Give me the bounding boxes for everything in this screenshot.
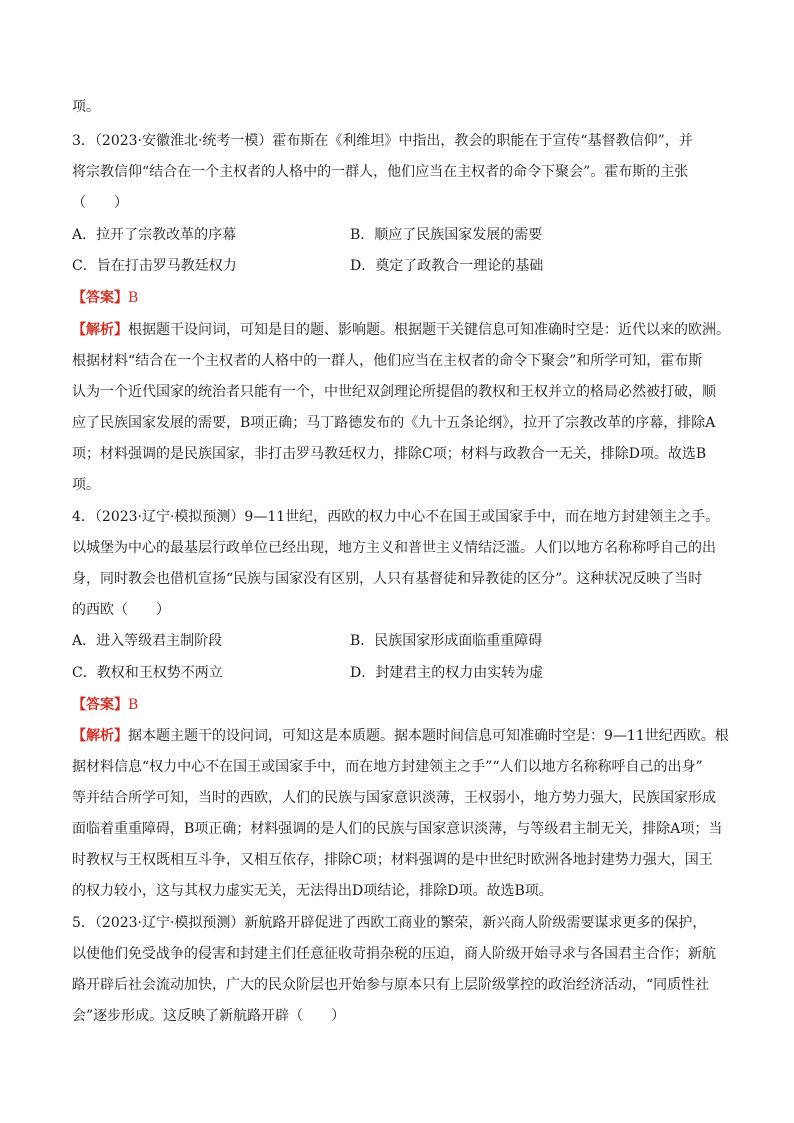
option-a: A．进入等级君主制阶段	[72, 633, 223, 649]
analysis-line: 等并结合所学可知，当时的西欧，人们的民族与国家意识淡薄，王权弱小，地方势力强大，民族国家形成	[72, 790, 716, 806]
analysis-line	[72, 725, 732, 747]
analysis-line: 项；材料强调的是民族国家，非打击罗马教廷权力，排除C项；材料与政教合一无关，排除D项。故选B	[72, 446, 707, 462]
analysis-line: 认为一个近代国家的统治者只能有一个，中世纪双剑理论所提倡的教权和王权并立的格局必然被打破，顺	[72, 384, 716, 400]
prev-question-tail: 项。	[72, 99, 100, 115]
answer-tag: 【答案】	[72, 697, 128, 713]
analysis-line: 根据材料“结合在一个主权者的人格中的一群人，他们应当在主权者的命令下聚会”和所学可知，霍布斯	[72, 353, 703, 369]
option-d: D．奠定了政教合一理论的基础	[350, 258, 544, 274]
answer-value: B	[128, 290, 139, 306]
answer-line	[72, 287, 732, 309]
question-stem-line: 身，同时教会也借机宣扬“民族与国家没有区别，人只有基督徒和异教徒的区分”。这种状况反映了当时	[72, 571, 703, 587]
analysis-tag: 【解析】	[72, 322, 128, 338]
analysis-text: 根据题干设问词，可知是目的题、影响题。根据题干关键信息可知准确时空是：近代以来的欧洲。	[128, 322, 730, 338]
answer-line	[72, 694, 732, 716]
analysis-line: 应了民族国家发展的需要，B项正确；马丁路德发布的《九十五条论纲》，拉开了宗教改革的序幕，排除A	[72, 415, 716, 431]
question-stem-line: 的西欧（ ）	[72, 602, 170, 618]
option-a: A．拉开了宗教改革的序幕	[72, 227, 237, 243]
answer-value: B	[128, 697, 139, 713]
option-b: B．民族国家形成面临重重障碍	[350, 633, 543, 649]
answer-tag: 【答案】	[72, 290, 128, 306]
question-stem-line: 4．（2023·辽宁·模拟预测）9—11世纪，西欧的权力中心不在国王或国家手中，而在地方封建领主之手。	[72, 509, 720, 525]
analysis-line: 据材料信息“权力中心不在国王或国家手中，而在地方封建领主之手”“人们以地方名称称呼自己的出身”	[72, 759, 703, 775]
option-c: C．教权和王权势不两立	[72, 665, 223, 681]
question-stem-line: 以使他们免受战争的侵害和封建主们任意征收苛捐杂税的压迫，商人阶级开始寻求与各国君主合作；新航	[72, 946, 716, 962]
analysis-line	[72, 319, 732, 341]
analysis-line: 的权力较小，这与其权力虚实无关，无法得出D项结论，排除D项。故选B项。	[72, 883, 553, 899]
analysis-text: 据本题主题干的设问词，可知这是本质题。据本题时间信息可知准确时空是：9—11世纪西欧。根	[128, 728, 729, 744]
option-d: D．封建君主的权力由实转为虚	[350, 665, 544, 681]
analysis-line: 时教权与王权既相互斗争，又相互依存，排除C项；材料强调的是中世纪时欧洲各地封建势力强大，国王	[72, 852, 713, 868]
option-b: B．顺应了民族国家发展的需要	[350, 227, 543, 243]
analysis-line: 面临着重重障碍，B项正确；材料强调的是人们的民族与国家意识淡薄，与等级君主制无关，排除A项；当	[72, 821, 723, 837]
analysis-line: 项。	[72, 477, 100, 493]
question-stem-line: 会”逐步形成。这反映了新航路开辟（ ）	[72, 1008, 346, 1024]
question-stem-line: 5．（2023·辽宁·模拟预测）新航路开辟促进了西欧工商业的繁荣，新兴商人阶级需要谋求更多的保护，	[72, 915, 707, 931]
question-stem-line: 3．（2023·安徽淮北·统考一模）霍布斯在《利维坦》中指出，教会的职能在于宣传“基督教信仰”，并	[72, 133, 693, 149]
analysis-tag: 【解析】	[72, 728, 128, 744]
question-stem-line: 以城堡为中心的最基层行政单位已经出现，地方主义和普世主义情结泛滥。人们以地方名称称呼自己的出	[72, 540, 716, 556]
option-c: C．旨在打击罗马教廷权力	[72, 258, 237, 274]
question-stem-line: （ ）	[72, 195, 128, 211]
question-stem-line: 路开辟后社会流动加快，广大的民众阶层也开始参与原本只有上层阶级掌控的政治经济活动，“同质性社	[72, 977, 710, 993]
question-stem-line: 将宗教信仰“结合在一个主权者的人格中的一群人，他们应当在主权者的命令下聚会”。霍布斯的主张	[72, 164, 689, 180]
